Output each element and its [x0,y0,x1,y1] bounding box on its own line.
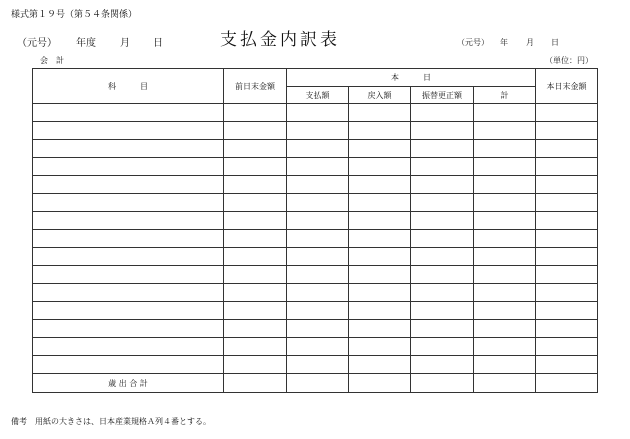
table-cell[interactable] [474,212,536,230]
table-cell[interactable] [224,194,287,212]
table-cell[interactable] [349,176,411,194]
table-cell[interactable] [349,302,411,320]
table-row [33,158,598,176]
table-cell[interactable] [224,158,287,176]
table-cell[interactable] [287,194,349,212]
table-cell[interactable] [349,212,411,230]
table-cell[interactable] [33,284,224,302]
table-cell[interactable] [287,230,349,248]
table-cell[interactable] [349,122,411,140]
header-today: 本 日 [287,69,536,87]
header-end-balance: 本日末金額 [536,69,598,104]
table-cell[interactable] [411,194,474,212]
table-cell[interactable] [349,104,411,122]
table-cell[interactable] [33,248,224,266]
table-cell[interactable] [411,122,474,140]
table-cell[interactable] [349,158,411,176]
table-cell[interactable] [536,140,598,158]
table-row [33,302,598,320]
total-cell[interactable] [411,374,474,393]
table-cell[interactable] [349,284,411,302]
table-row [33,122,598,140]
table-cell[interactable] [224,140,287,158]
table-cell[interactable] [411,230,474,248]
table-cell[interactable] [411,284,474,302]
fiscal-year-label: 年度 [76,38,96,49]
table-cell[interactable] [536,176,598,194]
table-cell[interactable] [474,194,536,212]
table-cell[interactable] [474,356,536,374]
table-cell[interactable] [33,320,224,338]
table-cell[interactable] [224,176,287,194]
day-label: 日 [153,38,163,49]
table-row [33,356,598,374]
table-cell[interactable] [411,176,474,194]
total-cell[interactable] [474,374,536,393]
table-cell[interactable] [474,320,536,338]
table-cell[interactable] [349,266,411,284]
payment-breakdown-table [32,68,598,393]
table-cell[interactable] [411,338,474,356]
table-cell[interactable] [287,176,349,194]
table-cell[interactable] [411,212,474,230]
table-row [33,104,598,122]
table-cell[interactable] [474,176,536,194]
table-cell[interactable] [224,212,287,230]
table-cell[interactable] [287,248,349,266]
table-cell[interactable] [224,248,287,266]
header-subtotal: 計 [474,87,536,104]
form-number: 様式第１９号（第５４条関係） [11,10,138,20]
table-cell[interactable] [536,194,598,212]
table-cell[interactable] [33,140,224,158]
table-cell[interactable] [536,158,598,176]
table-cell[interactable] [349,356,411,374]
accounting-label: 会 計 [40,56,64,65]
day-label-right: 日 [551,38,559,47]
table-cell[interactable] [287,104,349,122]
table-cell[interactable] [287,356,349,374]
table-row [33,284,598,302]
table-cell[interactable] [349,338,411,356]
total-cell[interactable] [536,374,598,393]
era-label-right: （元号） [457,38,489,47]
table-cell[interactable] [224,356,287,374]
table-cell[interactable] [474,248,536,266]
table-cell[interactable] [411,266,474,284]
table-cell[interactable] [536,320,598,338]
table-cell[interactable] [224,230,287,248]
table-cell[interactable] [536,266,598,284]
table-row [33,194,598,212]
table-cell[interactable] [411,248,474,266]
header-payment: 支払額 [287,87,349,104]
table-cell[interactable] [536,356,598,374]
total-cell[interactable] [287,374,349,393]
table-cell[interactable] [536,284,598,302]
table-cell[interactable] [224,266,287,284]
table-cell[interactable] [474,302,536,320]
month-label: 月 [120,38,130,49]
table-cell[interactable] [224,302,287,320]
table-cell[interactable] [349,248,411,266]
table-cell[interactable] [349,320,411,338]
table-cell[interactable] [287,266,349,284]
header-account: 科 目 [33,69,224,104]
table-cell[interactable] [33,212,224,230]
table-cell[interactable] [411,302,474,320]
table-cell[interactable] [536,230,598,248]
table-cell[interactable] [33,302,224,320]
table-cell[interactable] [349,194,411,212]
table-row [33,266,598,284]
table-cell[interactable] [287,122,349,140]
table-cell[interactable] [33,266,224,284]
total-cell[interactable] [224,374,287,393]
table-cell[interactable] [224,320,287,338]
table-cell[interactable] [287,338,349,356]
table-cell[interactable] [536,248,598,266]
table-cell[interactable] [349,140,411,158]
table-row [33,230,598,248]
table-cell[interactable] [474,104,536,122]
table-row [33,320,598,338]
table-cell[interactable] [411,320,474,338]
table-cell[interactable] [287,212,349,230]
unit-label: （単位：円） [545,56,593,65]
table-cell[interactable] [224,122,287,140]
header-refund: 戻入額 [349,87,411,104]
table-cell[interactable] [33,338,224,356]
table-cell[interactable] [33,104,224,122]
remarks-note: 備考 用紙の大きさは、日本産業規格Ａ列４番とする。 [11,417,211,426]
table-cell[interactable] [474,230,536,248]
table-cell[interactable] [33,194,224,212]
table-cell[interactable] [33,122,224,140]
table-cell[interactable] [411,140,474,158]
month-label-right: 月 [526,38,534,47]
table-row [33,338,598,356]
table-row [33,140,598,158]
table-cell[interactable] [349,230,411,248]
table-cell[interactable] [474,158,536,176]
table-cell[interactable] [33,230,224,248]
table-cell[interactable] [411,158,474,176]
table-cell[interactable] [411,104,474,122]
table-cell[interactable] [287,158,349,176]
table-row [33,176,598,194]
table-cell[interactable] [536,212,598,230]
table-cell[interactable] [411,356,474,374]
table-cell[interactable] [536,302,598,320]
table-cell[interactable] [287,302,349,320]
table-cell[interactable] [474,140,536,158]
table-cell[interactable] [33,356,224,374]
table-cell[interactable] [474,338,536,356]
table-cell[interactable] [33,158,224,176]
table-cell[interactable] [224,338,287,356]
table-cell[interactable] [474,284,536,302]
table-cell[interactable] [287,140,349,158]
table-cell[interactable] [224,284,287,302]
table-cell[interactable] [536,338,598,356]
table-cell[interactable] [536,104,598,122]
table-cell[interactable] [287,284,349,302]
form-title: 支払金内訳表 [220,30,340,50]
table-cell[interactable] [474,266,536,284]
table-cell[interactable] [224,104,287,122]
total-cell[interactable] [349,374,411,393]
year-label-right: 年 [500,38,508,47]
table-cell[interactable] [287,320,349,338]
table-row [33,212,598,230]
table-cell[interactable] [474,122,536,140]
table-row [33,248,598,266]
table-cell[interactable] [536,122,598,140]
header-previous-balance: 前日末金額 [224,69,287,104]
total-label: 歳 出 合 計 [33,374,224,393]
total-row [33,374,598,393]
header-transfer-correction: 振替更正額 [411,87,474,104]
era-label: （元号） [17,38,57,49]
table-cell[interactable] [33,176,224,194]
